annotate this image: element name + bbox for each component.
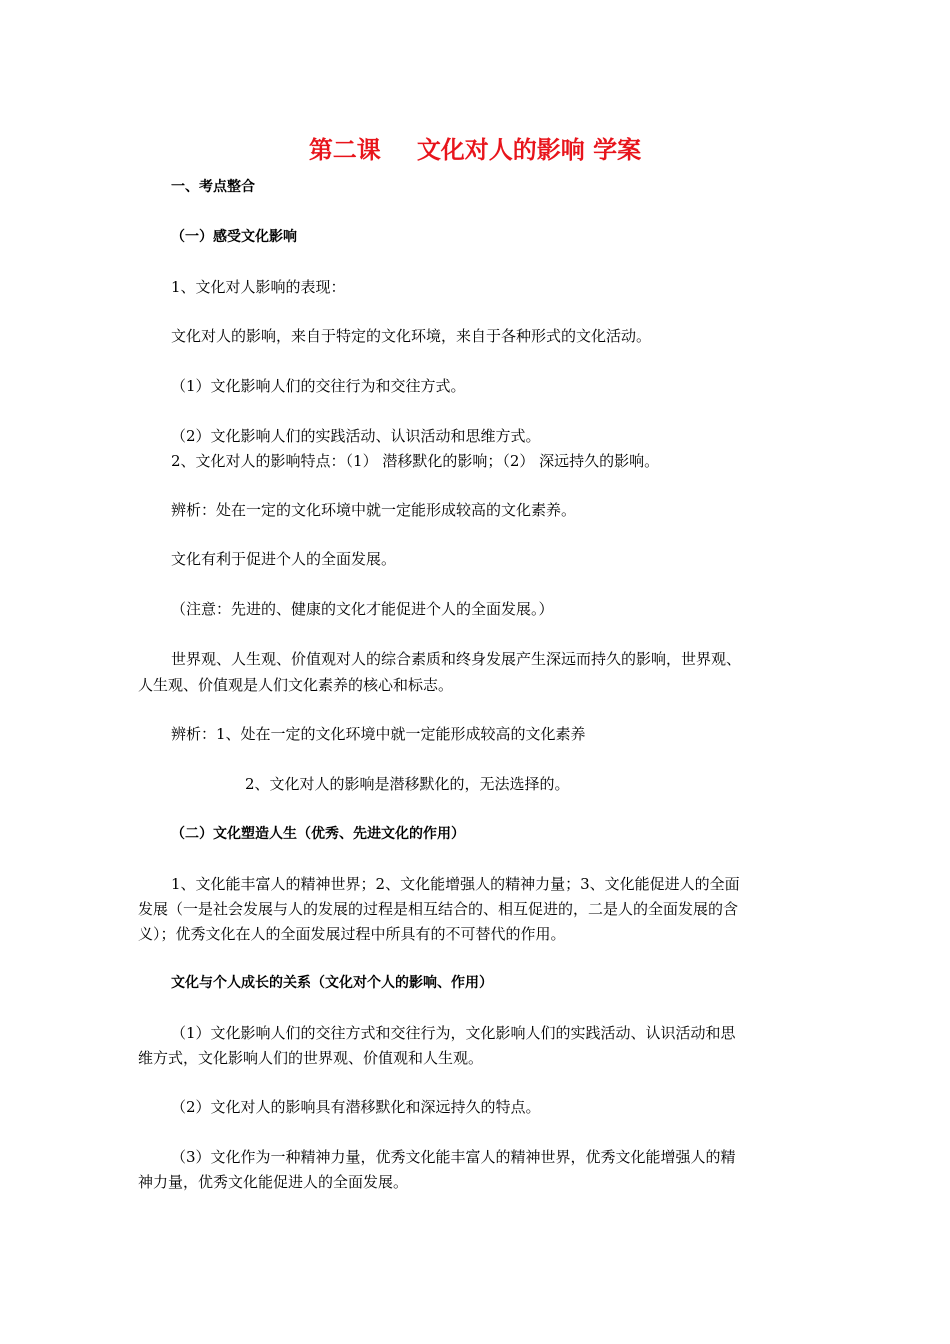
paragraph-line: 世界观、人生观、价值观对人的综合素质和终身发展产生深远而持久的影响，世界观、 xyxy=(171,650,742,668)
paragraph-line: 神力量，优秀文化能促进人的全面发展。 xyxy=(138,1173,409,1191)
title-topic: 文化对人的影响 学案 xyxy=(416,136,642,164)
paragraph: （2）文化影响人们的实践活动、认识活动和思维方式。 xyxy=(171,427,541,445)
paragraph-line: 1、文化能丰富人的精神世界；2、文化能增强人的精神力量；3、文化能促进人的全面 xyxy=(171,875,740,893)
paragraph-line: 维方式，文化影响人们的世界观、价值观和人生观。 xyxy=(138,1049,484,1067)
paragraph-line: 人生观、价值观是人们文化素养的核心和标志。 xyxy=(138,676,454,694)
paragraph-line: （3）文化作为一种精神力量，优秀文化能丰富人的精神世界，优秀文化能增强人的精 xyxy=(171,1148,736,1166)
subsection-heading-3: 文化与个人成长的关系（文化对个人的影响、作用） xyxy=(171,975,493,991)
subsection-heading-2: （二）文化塑造人生（优秀、先进文化的作用） xyxy=(171,826,465,842)
paragraph: （1）文化影响人们的交往行为和交往方式。 xyxy=(171,377,466,395)
paragraph-line: 发展（一是社会发展与人的发展的过程是相互结合的、相互促进的，二是人的全面发展的含 xyxy=(138,900,739,918)
paragraph: （2）文化对人的影响具有潜移默化和深远持久的特点。 xyxy=(171,1098,541,1116)
paragraph: 2、文化对人的影响特点：（1） 潜移默化的影响；（2） 深远持久的影响。 xyxy=(171,452,660,470)
title-lesson: 第二课 xyxy=(308,136,381,164)
paragraph-line: （1）文化影响人们的交往方式和交往行为，文化影响人们的实践活动、认识活动和思 xyxy=(171,1024,736,1042)
paragraph: 辨析：处在一定的文化环境中就一定能形成较高的文化素养。 xyxy=(171,501,577,519)
paragraph: （注意：先进的、健康的文化才能促进个人的全面发展。） xyxy=(171,600,554,618)
page-title xyxy=(0,134,950,166)
paragraph: 辨析：1、处在一定的文化环境中就一定能形成较高的文化素养 xyxy=(171,725,586,743)
subsection-heading-1: （一）感受文化影响 xyxy=(171,229,297,245)
paragraph: 2、文化对人的影响是潜移默化的，无法选择的。 xyxy=(245,775,570,793)
paragraph: 文化有利于促进个人的全面发展。 xyxy=(171,550,397,568)
paragraph: 文化对人的影响，来自于特定的文化环境，来自于各种形式的文化活动。 xyxy=(171,327,652,345)
paragraph: 1、文化对人影响的表现： xyxy=(171,278,346,296)
section-heading-1: 一、考点整合 xyxy=(171,179,255,195)
paragraph-line: 义）；优秀文化在人的全面发展过程中所具有的不可替代的作用。 xyxy=(138,925,566,943)
